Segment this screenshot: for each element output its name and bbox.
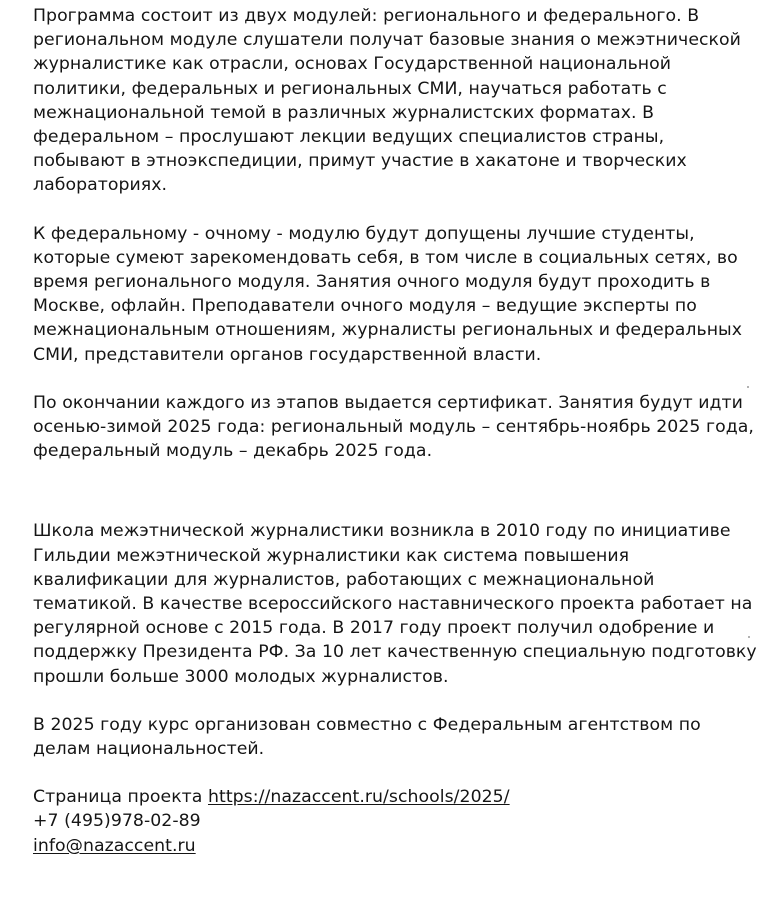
contacts-block	[33, 785, 758, 858]
paragraph-organizer: В 2025 году курс организован совместно с Федеральным агентством по делам национальностей.	[33, 714, 701, 760]
paragraph-spacer	[33, 463, 758, 519]
paragraph-school-history: Школа межэтнической журналистики возникла в 2010 году по инициативе Гильдии межэтнической журналистики как система повышения квалификации для журналистов, работающих с межнациональной тематикой. В качестве всероссийского наставнического проекта работает на регулярной основе с 2015 года. В 2017 году проект получил одобрение и поддержку Президента РФ. За 10 лет качественную специальную подготовку прошли больше 3000 молодых журналистов.	[33, 521, 757, 687]
phone-number: +7 (495)978-02-89	[33, 811, 201, 832]
paragraph-spacer	[33, 198, 758, 222]
project-page-line	[33, 785, 758, 809]
document-body	[33, 4, 758, 858]
paragraph-spacer	[33, 689, 758, 713]
paragraph-federal-module: К федеральному - очному - модулю будут допущены лучшие студенты, которые сумеют зарекомендовать себя, в том числе в социальных сетях, во время регионального модуля. Занятия очного модуля будут проходить в Москве, офлайн. Преподаватели очного модуля – ведущие эксперты по межнациональным отношениям, журналисты региональных и федеральных СМИ, представители органов государственной власти.	[33, 223, 743, 365]
paragraph-certificate-schedule: По окончании каждого из этапов выдается сертификат. Занятия будут идти осенью-зимой 2025 года: региональный модуль – сентябрь-ноябрь 2025 года, федеральный модуль – декабрь 2025 года.	[33, 392, 754, 462]
paragraph-spacer	[33, 761, 758, 785]
project-page-link[interactable]: https://nazaccent.ru/schools/2025/	[207, 787, 510, 808]
paragraph-program-modules: Программа состоит из двух модулей: регионального и федерального. В региональном модуле слушатели получат базовые знания о межэтнической журналистике как отрасли, основах Государственной национальной политики, федеральных и региональных СМИ, научаться работать с межнациональной темой в различных журналистских форматах. В федеральном – прослушают лекции ведущих специалистов страны, побывают в этноэкспедиции, примут участие в хакатоне и творческих лабораториях.	[33, 6, 741, 196]
scan-speck	[748, 636, 750, 638]
email-link[interactable]: info@nazaccent.ru	[33, 835, 196, 856]
scan-speck	[747, 386, 749, 388]
project-page-label: Страница проекта	[33, 787, 203, 808]
paragraph-spacer	[33, 367, 758, 391]
